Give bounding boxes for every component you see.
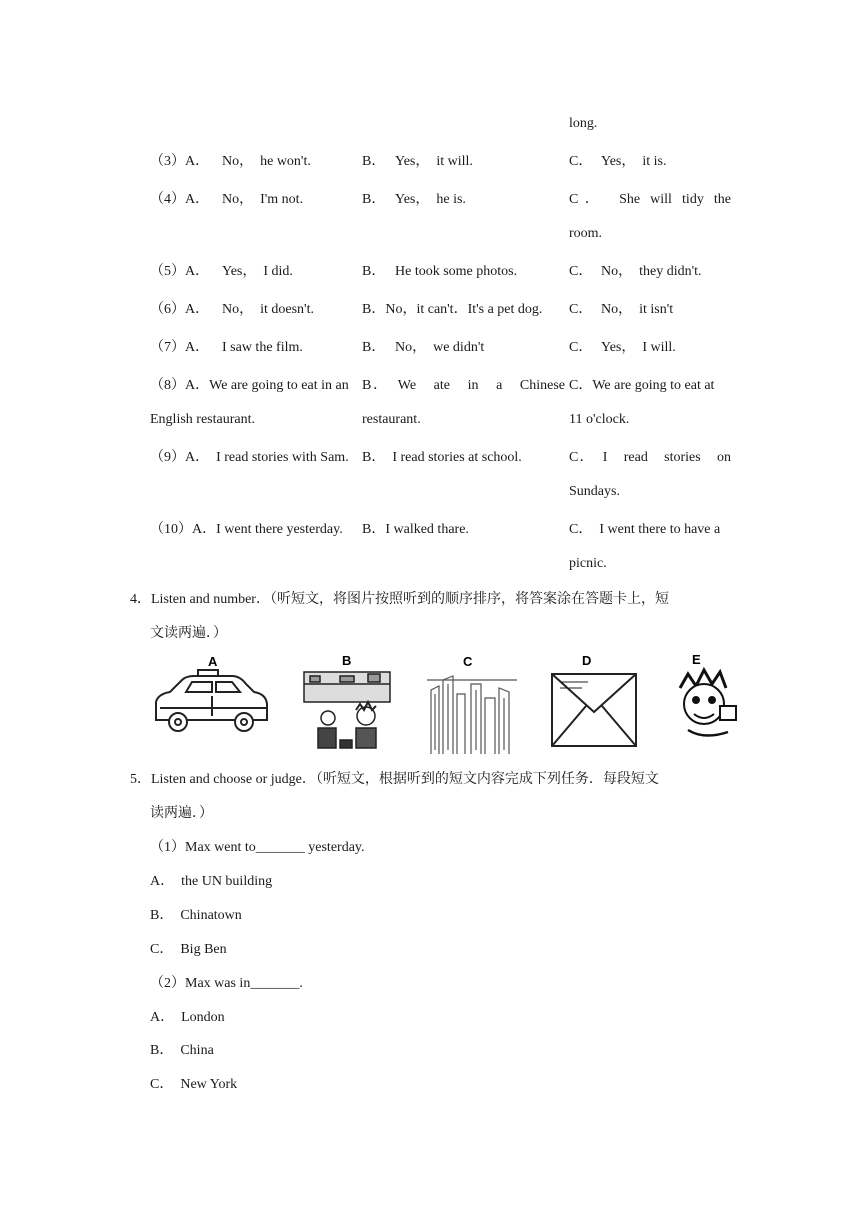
q5-1-option-a: A． the UN building [150,874,273,889]
q3-option-c: Yes， it is. [601,154,667,169]
q7-option-b: No， we didn't [395,340,485,355]
q4-option-a: No， I'm not. [222,192,304,207]
boy-face-icon [680,670,736,736]
q3-option-c-letter: C． [569,154,593,169]
q10-option-a: （10）A．I went there yesterday. [150,522,343,537]
q3-option-b: Yes， it will. [395,154,473,169]
picture-d-letter: D [582,653,592,668]
q3-option-b-letter: B． [362,154,386,169]
q7-option-b-letter: B． [362,340,386,355]
q4-option-c: C． She will tidy the [569,192,731,207]
q4-instruction: 4．Listen and number．（听短文，将图片按照听到的顺序排序，将答案涂在答题卡上，短 [130,592,669,607]
q5-1-option-b: B． Chinatown [150,908,242,923]
q5-num: （5）A． [150,264,210,279]
q9-option-c-cont: Sundays. [569,484,620,499]
q4-num: （4）A． [150,192,210,207]
q5-option-a: Yes， I did. [222,264,293,279]
q2-option-c-continuation: long. [569,116,598,131]
q9-option-a: （9）A． I read stories with Sam. [150,450,349,465]
picture-c [425,650,520,758]
picture-d [548,650,640,752]
q10-option-c-cont: picnic. [569,556,607,571]
q5-2-option-a: A． London [150,1010,225,1025]
picture-b [300,650,395,752]
q6-num: （6）A． [150,302,210,317]
picture-e [668,650,754,748]
q3-option-a: No， he won't. [222,154,311,169]
q8-option-c-cont: 11 o'clock. [569,412,630,427]
q5-option-b: He took some photos. [395,264,518,279]
picture-b-letter: B [342,653,352,668]
q4-option-b-letter: B． [362,192,386,207]
q8-option-c: C．We are going to eat at [569,378,715,393]
q4-option-b: Yes， he is. [395,192,466,207]
q5-instruction: 5．Listen and choose or judge．（听短文，根据听到的短文内容完成下列任务．每段短文 [130,772,659,787]
q8-option-b: B． We ate in a Chinese [362,378,565,393]
q5-2-option-b: B． China [150,1043,214,1058]
q7-num: （7）A． [150,340,210,355]
q10-option-b: B．I walked thare. [362,522,469,537]
envelope-icon [552,674,636,746]
q5-2-stem: （2）Max was in_______. [150,976,303,991]
q5-option-c: No， they didn't. [601,264,702,279]
q5-instruction-cont: 读两遍．） [150,806,213,821]
q8-option-a: （8）A．We are going to eat in an [150,378,349,393]
kids-city-icon [304,672,390,748]
taxi-icon [156,670,267,731]
q5-option-c-letter: C． [569,264,593,279]
q5-1-stem: （1）Max went to_______ yesterday. [150,840,365,855]
q6-option-c-letter: C． [569,302,593,317]
skyscrapers-icon [427,676,517,754]
q6-option-c: No， it isn't [601,302,674,317]
q6-option-b: B．No，it can't．It's a pet dog. [362,302,543,317]
q7-option-c-letter: C． [569,340,593,355]
q6-option-a: No， it doesn't. [222,302,314,317]
picture-a [150,650,272,744]
q5-2-option-c: C． New York [150,1077,238,1092]
q4-instruction-cont: 文读两遍．） [150,626,227,641]
q5-1-option-c: C． Big Ben [150,942,227,957]
q10-option-c: C． I went there to have a [569,522,721,537]
q7-option-c: Yes， I will. [601,340,676,355]
picture-e-letter: E [692,652,701,667]
q8-option-a-cont: English restaurant. [150,412,255,427]
q7-option-a: I saw the film. [222,340,303,355]
picture-a-letter: A [208,654,218,669]
q8-option-b-cont: restaurant. [362,412,421,427]
q9-option-b: B． I read stories at school. [362,450,522,465]
q3-num: （3）A． [150,154,210,169]
q4-option-c-cont: room. [569,226,603,241]
q9-option-c: C． I read stories on [569,450,731,465]
q5-option-b-letter: B． [362,264,386,279]
picture-c-letter: C [463,654,473,669]
